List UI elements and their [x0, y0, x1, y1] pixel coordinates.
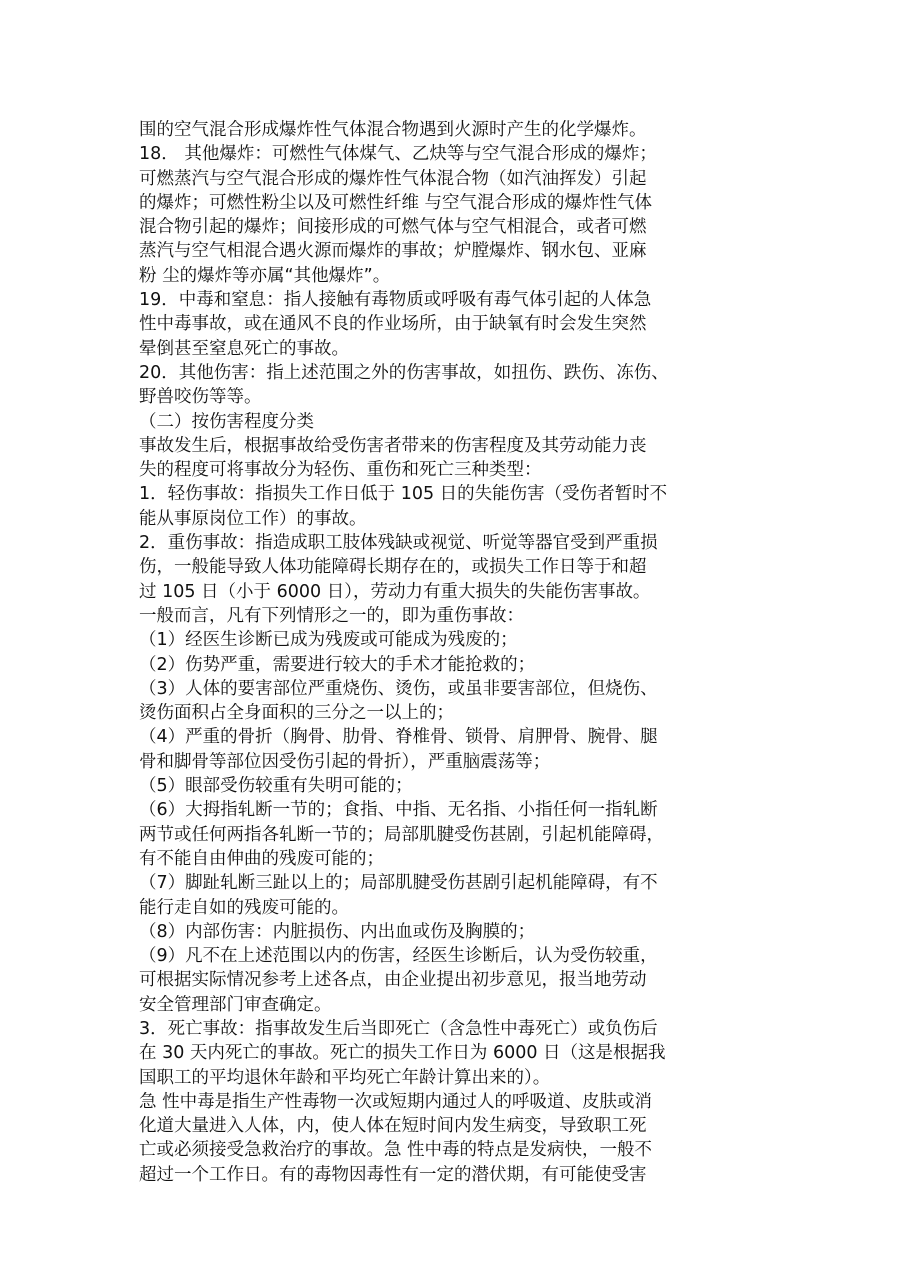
- text-line: 骨和脚骨等部位因受伤引起的骨折），严重脑震荡等；: [139, 751, 551, 772]
- text-line: 失的程度可将事故分为轻伤、重伤和死亡三种类型：: [139, 460, 542, 481]
- text-line: （2）伤势严重，需要进行较大的手术才能抢救的；: [139, 654, 536, 675]
- text-line: （4）严重的骨折（胸骨、肋骨、脊椎骨、锁骨、肩胛骨、腕骨、腿: [139, 727, 658, 748]
- text-line: 可燃蒸汽与空气混合形成的爆炸性气体混合物（如汽油挥发）引起: [139, 168, 647, 189]
- text-line: 的爆炸；可燃性粉尘以及可燃性纤维 与空气混合形成的爆炸性气体: [139, 192, 653, 213]
- text-line: 野兽咬伤等等。: [139, 387, 262, 408]
- document-body: [139, 118, 779, 1187]
- text-line: 亡或必须接受急救治疗的事故。急 性中毒的特点是发病快，一般不: [139, 1140, 653, 1161]
- text-line: （6）大拇指轧断一节的；食指、中指、无名指、小指任何一指轧断: [139, 800, 658, 821]
- text-line: 18． 其他爆炸：可燃性气体煤气、乙炔等与空气混合形成的爆炸；: [139, 144, 657, 165]
- text-line: 围的空气混合形成爆炸性气体混合物遇到火源时产生的化学爆炸。: [139, 120, 647, 140]
- text-line: 超过一个工作日。有的毒物因毒性有一定的潜伏期，有可能使受害: [139, 1164, 647, 1185]
- text-line: 事故发生后，根据事故给受伤害者带来的伤害程度及其劳动能力丧: [139, 435, 647, 456]
- text-line: （二）按伤害程度分类: [139, 411, 314, 432]
- text-line: 3．死亡事故：指事故发生后当即死亡（含急性中毒死亡）或负伤后: [139, 1018, 658, 1039]
- text-line: （3）人体的要害部位严重烧伤、烫伤，或虽非要害部位，但烧伤、: [139, 678, 658, 699]
- text-line: 在 30 天内死亡的事故。死亡的损失工作日为 6000 日（这是根据我: [139, 1043, 666, 1064]
- text-line: （8）内部伤害：内脏损伤、内出血或伤及胸膜的；: [139, 921, 536, 942]
- text-line: 安全管理部门审查确定。: [139, 994, 332, 1015]
- text-line: （1）经医生诊断已成为残废或可能成为残废的；: [139, 630, 518, 651]
- text-line: 有不能自由伸曲的残废可能的；: [139, 848, 384, 869]
- text-line: 2．重伤事故：指造成职工肢体残缺或视觉、听觉等器官受到严重损: [139, 533, 658, 554]
- text-line: 可根据实际情况参考上述各点，由企业提出初步意见，报当地劳动: [139, 970, 647, 991]
- text-line: 两节或任何两指各轧断一节的；局部肌腱受伤甚剧，引起机能障碍，: [139, 824, 664, 845]
- text-line: 一般而言，凡有下列情形之一的，即为重伤事故：: [139, 605, 524, 626]
- text-line: 混合物引起的爆炸；间接形成的可燃气体与空气相混合，或者可燃: [139, 217, 647, 238]
- text-line: 急 性中毒是指生产性毒物一次或短期内通过人的呼吸道、皮肤或消: [139, 1091, 653, 1112]
- text-line: 化道大量进入人体，内，使人体在短时间内发生病变，导致职工死: [139, 1116, 647, 1137]
- text-line: 过 105 日（小于 6000 日），劳动力有重大损失的失能伤害事故。: [139, 581, 651, 602]
- text-line: 性中毒事故，或在通风不良的作业场所，由于缺氧有时会发生突然: [139, 314, 647, 335]
- text-line: 蒸汽与空气相混合遇火源而爆炸的事故；炉膛爆炸、钢水包、亚麻: [139, 241, 647, 262]
- text-line: （5）眼部受伤较重有失明可能的；: [139, 776, 413, 797]
- text-line: 晕倒甚至窒息死亡的事故。: [139, 338, 349, 359]
- text-line: 能行走自如的残废可能的。: [139, 897, 349, 918]
- text-line: （9）凡不在上述范围以内的伤害，经医生诊断后，认为受伤较重，: [139, 946, 658, 967]
- text-line: 国职工的平均退休年龄和平均死亡年龄计算出来的）。: [139, 1067, 551, 1088]
- text-line: 20．其他伤害：指上述范围之外的伤害事故，如扭伤、跌伤、冻伤、: [139, 362, 669, 383]
- text-line: （7）脚趾轧断三趾以上的；局部肌腱受伤甚剧引起机能障碍，有不: [139, 873, 658, 894]
- text-line: 能从事原岗位工作）的事故。: [139, 508, 367, 529]
- text-line: 19．中毒和窒息：指人接触有毒物质或呼吸有毒气体引起的人体急: [139, 290, 652, 311]
- text-line: 粉 尘的爆炸等亦属“其他爆炸”。: [139, 265, 391, 286]
- text-line: 烫伤面积占全身面积的三分之一以上的；: [139, 703, 454, 724]
- text-line: 伤，一般能导致人体功能障碍长期存在的，或损失工作日等于和超: [139, 557, 647, 578]
- text-line: 1．轻伤事故：指损失工作日低于 105 日的失能伤害（受伤者暂时不: [139, 484, 668, 505]
